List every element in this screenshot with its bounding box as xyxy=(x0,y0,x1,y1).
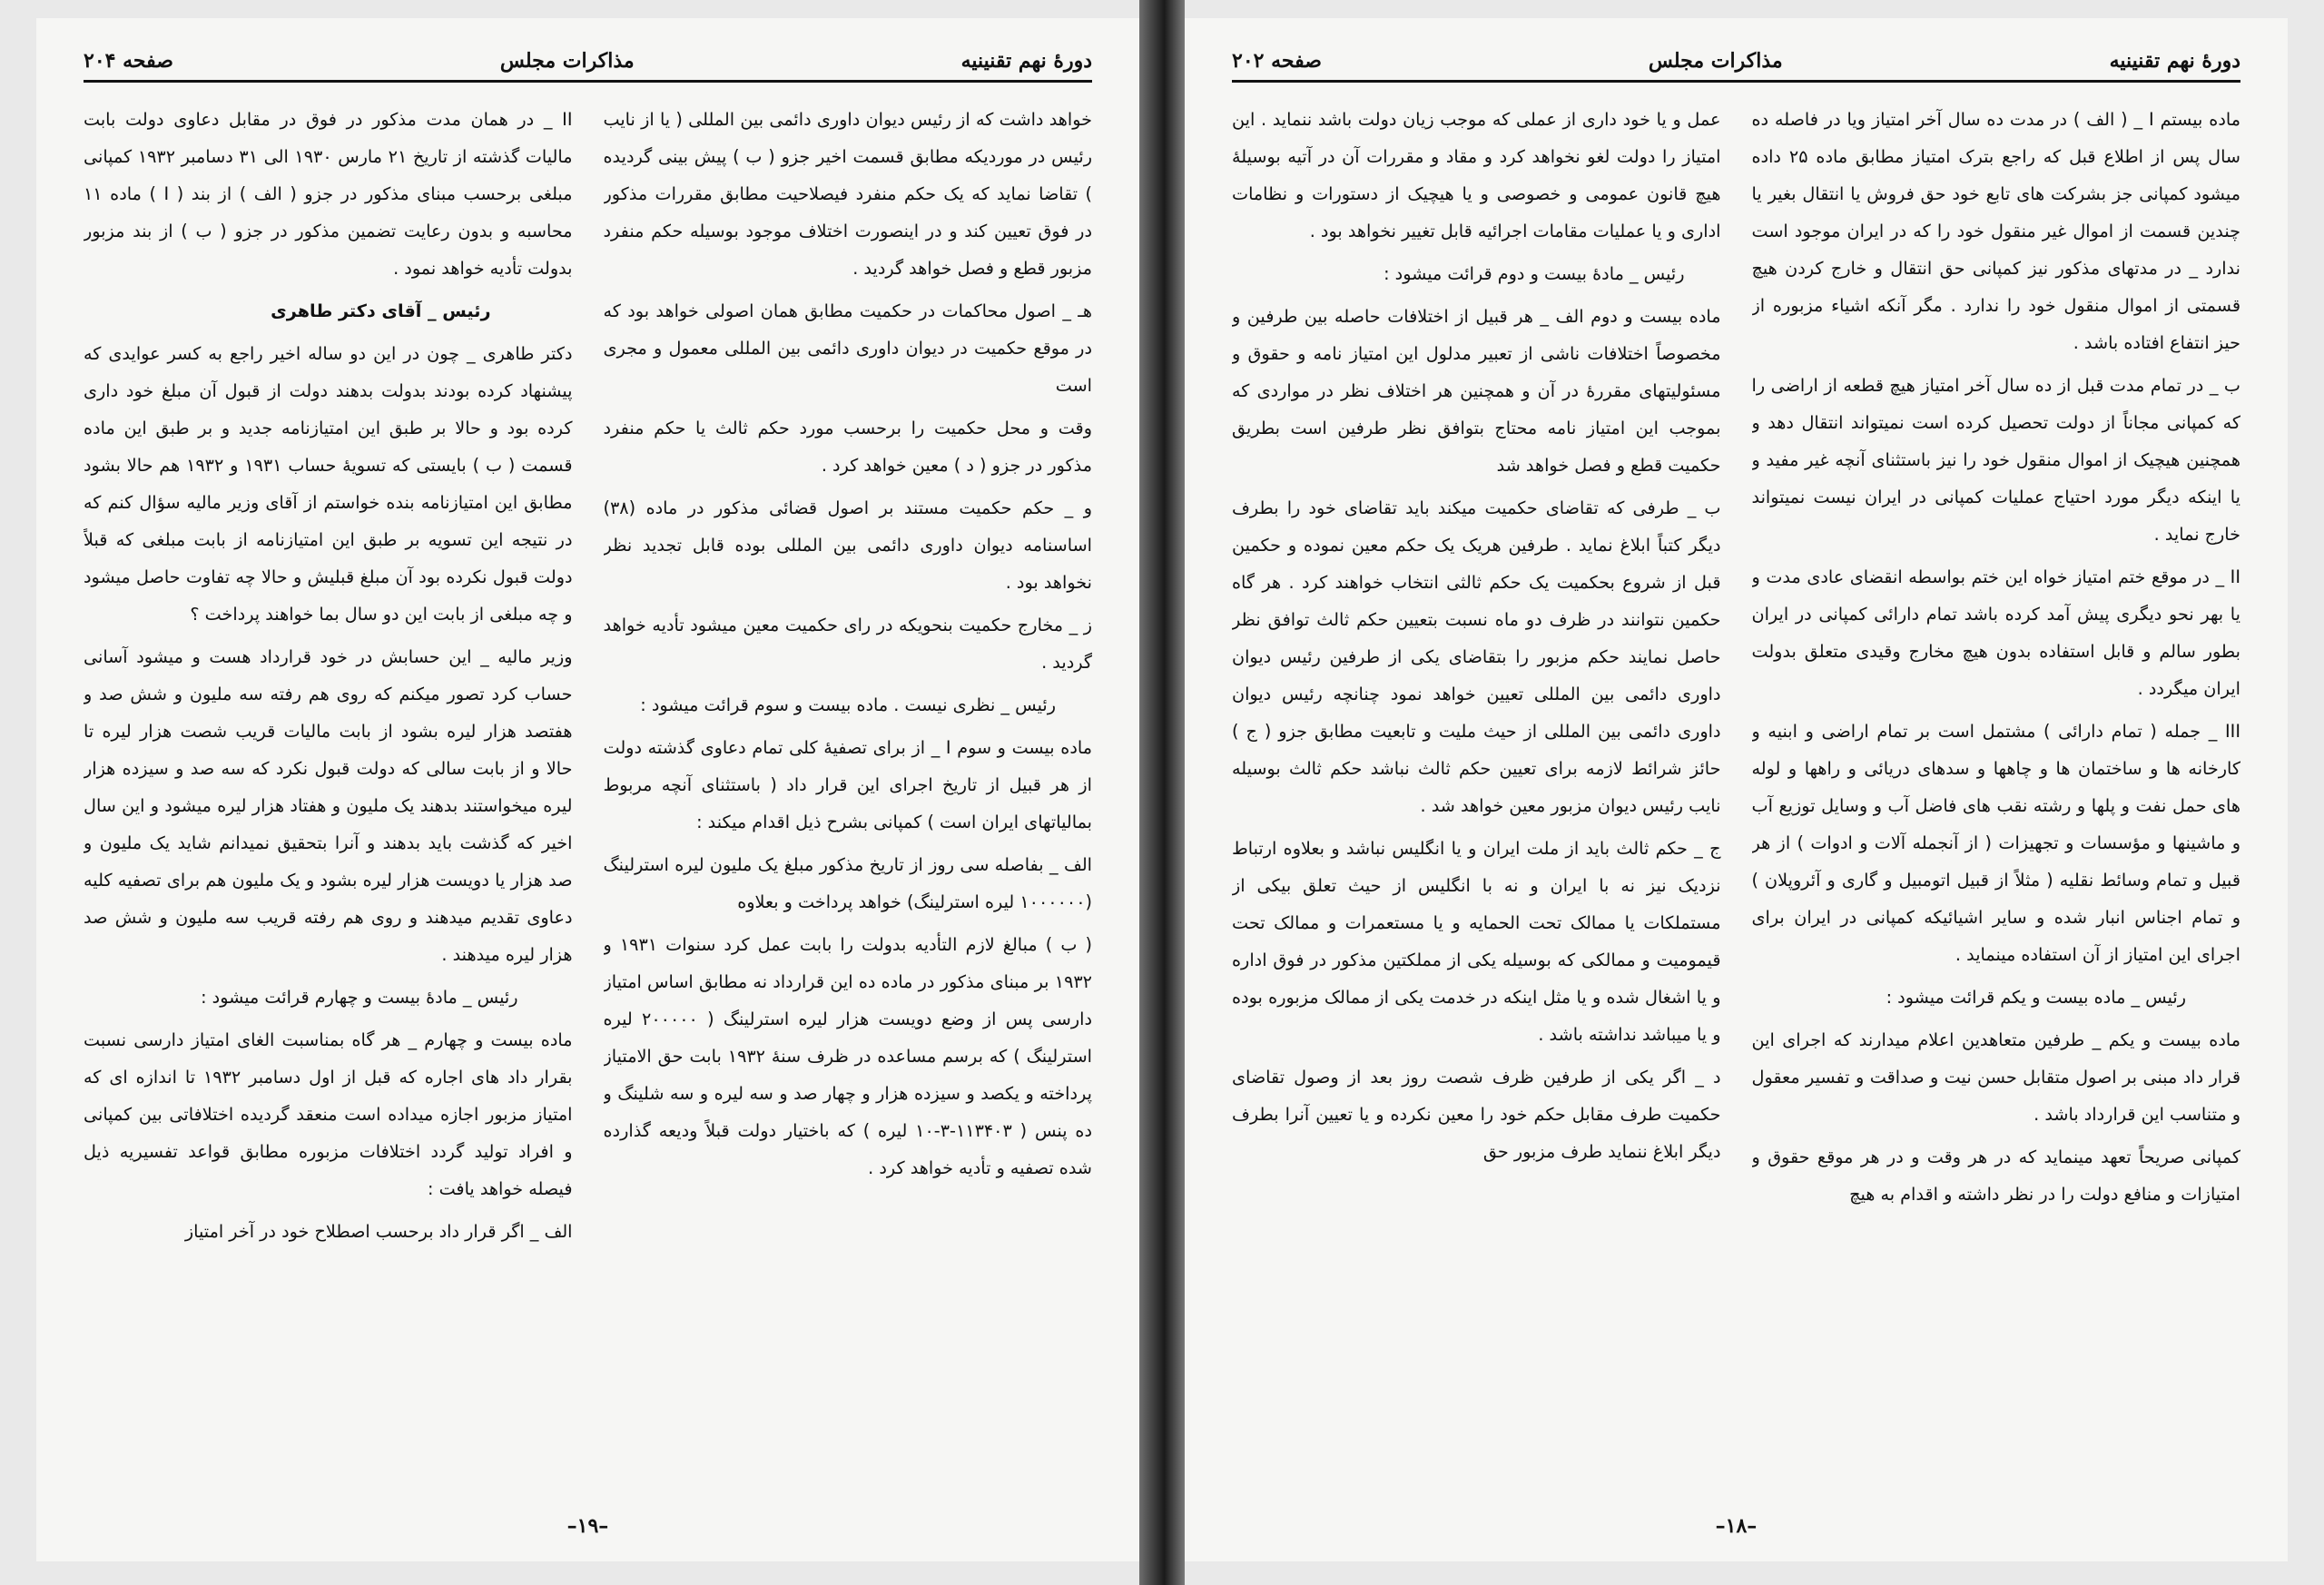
paragraph: ماده بیست و دوم الف _ هر قبیل از اختلافات حاصله بین طرفین و مخصوصاً اختلافات ناشی از تعبیر مدلول این امتیاز نامه و حقوق و مسئولیتهای مقررهٔ در آن و همچنین هر اختلاف نظر در مواردی که بموجب این امتیاز نامه محتاج بتوافق نظر طرفین است بطریق حکمیت قطع و فصل خواهد شد xyxy=(1232,306,1721,476)
paragraph: ماده بیست و یکم _ طرفین متعاهدین اعلام میدارند که اجرای این قرار داد مبنی بر اصول متقابل حسن نیت و صداقت و تفسیر معقول و متناسب این قرارداد باشد . xyxy=(1751,1029,2240,1125)
header-journal-title: مذاکرات مجلس xyxy=(1648,49,1783,73)
paragraph: ز _ مخارج حکمیت بنحویکه در رای حکمیت معین میشود تأدیه خواهد گردید . xyxy=(603,615,1092,673)
paragraph: و _ حکم حکمیت مستند بر اصول قضائی مذکور در ماده (۳۸) اساسنامه دیوان داوری دائمی بین المللی بوده قابل تجدید نظر نخواهد بود . xyxy=(603,497,1092,593)
column-left xyxy=(84,101,573,1481)
page-18 xyxy=(1185,18,2288,1561)
column-right xyxy=(1752,101,2241,1481)
paragraph: رئیس _ مادهٔ بیست و چهارم قرائت میشود : xyxy=(201,987,518,1008)
paragraph: وزیر مالیه _ این حسابش در خود قرارداد هست و میشود آسانی حساب کرد تصور میکنم که روی هم رفته سه ملیون و شش صد و هفتصد هزار لیره بشود از بابت مالیات قریب شصت هزار لیره تا حالا و از بابت سالی که دولت قبول نکرد که سه صد و سیزده هزار لیره میخواستند بدهند یک ملیون و هفتاد هزار لیره میشود و این سال اخیر که گذشت باید بدهند و آنرا بتحقیق نمیدانم شاید یک ملیون و صد هزار یا دویست هزار لیره بشود و یک ملیون هم برای تصفیه کلیه دعاوی تقدیم میدهند و روی هم رفته قریب سه ملیون و شش صد هزار لیره میدهند . xyxy=(84,646,573,965)
paragraph: رئیس _ آقای دکتر طاهری xyxy=(271,300,491,321)
header-session-label: دورهٔ نهم تقنینیه xyxy=(960,49,1092,73)
paragraph: خواهد داشت که از رئیس دیوان داوری دائمی بین المللی ( یا از نایب رئیس در موردیکه مطابق قسمت اخیر جزو ( ب ) پیش بینی گردیده ) تقاضا نماید که یک حکم منفرد فیصلاحیت مطابق مقررات مذکور در فوق تعیین کند و در اینصورت اختلاف موجود بوسیله حکم منفرد مزبور قطع و فصل خواهد گردید . xyxy=(603,109,1092,279)
running-header xyxy=(84,49,1092,83)
page-19 xyxy=(36,18,1139,1561)
paragraph: ج _ حکم ثالث باید از ملت ایران و یا انگلیس نباشد و بعلاوه ارتباط نزدیک نیز نه با ایران و نه با انگلیس از حیث تعلق بیکی از مستملکات یا ممالک تحت الحمایه و یا مستعمرات و ممالک تحت قیمومیت و ممالکی که بوسیله یکی از مملکتین مذکور در فوق اداره و یا اشغال شده و یا مثل اینکه در خدمت یکی از ممالک مزبوره بوده و یا میباشد نداشته باشد . xyxy=(1232,838,1721,1045)
paragraph: II _ در موقع ختم امتیاز خواه این ختم بواسطه انقضای عادی مدت و یا بهر نحو دیگری پیش آمد کرده باشد تمام دارائی کمپانی در ایران بطور سالم و قابل استفاده بدون هیچ مخارج وقیدی متعلق بدولت ایران میگردد . xyxy=(1751,566,2240,699)
header-page-label: صفحه ۲۰۲ xyxy=(1232,49,1322,73)
paragraph: ماده بیستم I _ ( الف ) در مدت ده سال آخر امتیاز ویا در فاصله ده سال پس از اطلاع قبل که راجع بترک امتیاز مطابق ماده ۲۵ داده میشود کمپانی جز بشرکت های تابع خود حق فروش یا انتقال بغیر یا چندین قسمت از اموال غیر منقول خود را که در ایران موجود است ندارد _ در مدتهای مذکور نیز کمپانی حق انتقال و خارج کردن هیچ قسمتی از اموال منقول خود را ندارد . مگر آنکه اشیاء مزبوره از حیز انتفاع افتاده باشد . xyxy=(1751,109,2240,353)
page-number: –۱۸– xyxy=(1715,1514,1758,1538)
paragraph: ماده بیست و سوم I _ از برای تصفیهٔ کلی تمام دعاوی گذشته دولت از هر قبیل از تاریخ اجرای این قرار داد ( باستثنای آنچه مربوط بمالیاتهای ایران است ) کمپانی بشرح ذیل اقدام میکند : xyxy=(603,737,1092,832)
paragraph: ماده بیست و چهارم _ هر گاه بمناسبت الغای امتیاز دارسی نسبت بقرار داد های اجاره که قبل از اول دسامبر ۱۹۳۲ تا اندازه ای که امتیاز مزبور اجازه میداده است منعقد گردیده اختلافاتی بین کمپانی و افراد تولید گردد اختلافات مزبوره مطابق قواعد تفسیریه ذیل فیصله خواهد یافت : xyxy=(84,1029,573,1199)
paragraph: III _ جمله ( تمام دارائی ) مشتمل است بر تمام اراضی و ابنیه و کارخانه ها و ساختمان ها و چاهها و سدهای دریائی و راهها و لوله های حمل نفت و پلها و رشته نقب های فاضل آب و وسایل توزیع آب و ماشینها و مؤسسات و تجهیزات ( از آنجمله آلات و ادوات ) از هر قبیل و تمام وسائط نقلیه ( مثلاً از قبیل اتومبیل و گاری و آئروپلان ) و تمام اجناس انبار شده و سایر اشیائیکه کمپانی در ایران برای اجرای این امتیاز از آن استفاده مینماید . xyxy=(1751,721,2240,965)
running-header xyxy=(1232,49,2240,83)
column-right xyxy=(604,101,1093,1481)
paragraph: ب _ در تمام مدت قبل از ده سال آخر امتیاز هیچ قطعه از اراضی را که کمپانی مجاناً از دولت تحصیل کرده است نمیتواند انتقال دهد و همچنین هیچیک از اموال منقول خود را نیز باستثنای آنچه غیر مفید و یا اینکه دیگر مورد احتیاج عملیات کمپانی در ایران نیست نمیتواند خارج نماید . xyxy=(1751,375,2240,545)
paragraph: ( ب ) مبالغ لازم التأدیه بدولت را بابت عمل کرد سنوات ۱۹۳۱ و ۱۹۳۲ بر مبنای مذکور در ماده ده این قرارداد نه مطابق اساس امتیاز دارسی پس از وضع دویست هزار لیره استرلینگ ( ۲۰۰۰۰۰ لیره استرلینگ ) که برسم مساعده در ظرف سنهٔ ۱۹۳۲ بابت حق الامتیاز پرداخته و یکصد و سیزده هزار و چهار صد و سه لیره و سه شلینگ و ده پنس ( ۱۱۳۴۰۳-۳-۱۰ لیره ) که باختیار دولت قبلاً ودیعه گذارده شده تصفیه و تأدیه خواهد کرد . xyxy=(603,934,1092,1178)
paragraph: الف _ اگر قرار داد برحسب اصطلاح خود در آخر امتیاز xyxy=(184,1221,573,1242)
paragraph: عمل و یا خود داری از عملی که موجب زیان دولت باشد ننماید . این امتیاز را دولت لغو نخواهد کرد و مقاد و مقررات آن در آتیه بوسیلهٔ هیچ قانون عمومی و خصوصی و یا هیچیک از دستورات و نظامات اداری و یا عملیات مقامات اجرائیه قابل تغییر نخواهد بود . xyxy=(1232,109,1721,241)
paragraph: کمپانی صریحاً تعهد مینماید که در هر وقت و در هر موقع حقوق و امتیازات و منافع دولت را در نظر داشته و اقدام به هیچ xyxy=(1751,1147,2240,1205)
header-session-label: دورهٔ نهم تقنینیه xyxy=(2109,49,2240,73)
header-journal-title: مذاکرات مجلس xyxy=(499,49,635,73)
header-page-label: صفحه ۲۰۴ xyxy=(84,49,173,73)
column-left xyxy=(1232,101,1721,1481)
paragraph: د _ اگر یکی از طرفین ظرف شصت روز بعد از وصول تقاضای حکمیت طرف مقابل حکم خود را معین نکرده و یا تعیین آنرا بطرف دیگر ابلاغ ننماید طرف مزبور حق xyxy=(1232,1067,1721,1162)
paragraph: رئیس _ مادهٔ بیست و دوم قرائت میشود : xyxy=(1384,263,1685,284)
paragraph: رئیس _ ماده بیست و یکم قرائت میشود : xyxy=(1886,987,2186,1008)
page-number: –۱۹– xyxy=(566,1514,609,1538)
paragraph: الف _ بفاصله سی روز از تاریخ مذکور مبلغ یک ملیون لیره استرلینگ (۱۰۰۰۰۰۰ لیره استرلینگ) خواهد پرداخت و بعلاوه xyxy=(603,854,1092,912)
paragraph: ب _ طرفی که تقاضای حکمیت میکند باید تقاضای خود را بطرف دیگر کتباً ابلاغ نماید . طرفین هریک یک حکم معین نموده و حکمین قبل از شروع بحکمیت یک حکم ثالثی انتخاب خواهند کرد . هر گاه حکمین نتوانند در ظرف دو ماه نسبت بتعیین حکم ثالث توافق نظر حاصل نمایند حکم مزبور را بتقاضای یکی از طرفین رئیس دیوان داوری دائمی بین المللی تعیین خواهد نمود چنانچه رئیس دیوان داوری دائمی بین المللی از حیث ملیت و تابعیت مطابق جزو ( ج ) حائز شرائط لازمه برای تعیین حکم ثالث نباشد حکم ثالث بوسیله نایب رئیس دیوان مزبور معین خواهد شد . xyxy=(1232,497,1721,816)
paragraph: وقت و محل حکمیت را برحسب مورد حکم ثالث یا حکم منفرد مذکور در جزو ( د ) معین خواهد کرد . xyxy=(603,418,1092,476)
book-gutter xyxy=(1139,0,1185,1585)
text-columns xyxy=(1232,101,2240,1481)
paragraph: دکتر طاهری _ چون در این دو ساله اخیر راجع به کسر عوایدی که پیشنهاد کرده بودند بدولت بدهند دولت از قبول آن مبلغ خود داری کرده بود و حالا بر طبق این امتیازنامه جدید و بر طبق این ماده قسمت ( ب ) بایستی که تسویهٔ حساب ۱۹۳۱ و ۱۹۳۲ هم حالا بشود مطابق این امتیازنامه بنده خواستم از آقای وزیر مالیه سؤال کنم که در نتیجه این تسویه بر طبق این امتیازنامه از بابت مبلغی که قبلاً دولت قبول نکرده بود آن مبلغ قبلیش و حالا چه تفاوت حاصل میشود و چه مبلغی از بابت این دو سال بما خواهند پرداخت ؟ xyxy=(84,343,573,625)
paragraph: II _ در همان مدت مذکور در فوق در مقابل دعاوی دولت بابت مالیات گذشته از تاریخ ۲۱ مارس ۱۹۳۰ الی ۳۱ دسامبر ۱۹۳۲ کمپانی مبلغی برحسب مبنای مذکور در جزو ( الف ) از بند ( I ) ماده ۱۱ محاسبه و بدون رعایت تضمین مذکور در جزو ( ب ) از بند مزبور بدولت تأدیه خواهد نمود . xyxy=(84,109,573,279)
text-columns xyxy=(84,101,1092,1481)
paragraph: هـ _ اصول محاکمات در حکمیت مطابق همان اصولی خواهد بود که در موقع حکمیت در دیوان داوری دائمی بین المللی معمول و مجری است xyxy=(603,300,1092,396)
paragraph: رئیس _ نظری نیست . ماده بیست و سوم قرائت میشود : xyxy=(640,694,1056,715)
